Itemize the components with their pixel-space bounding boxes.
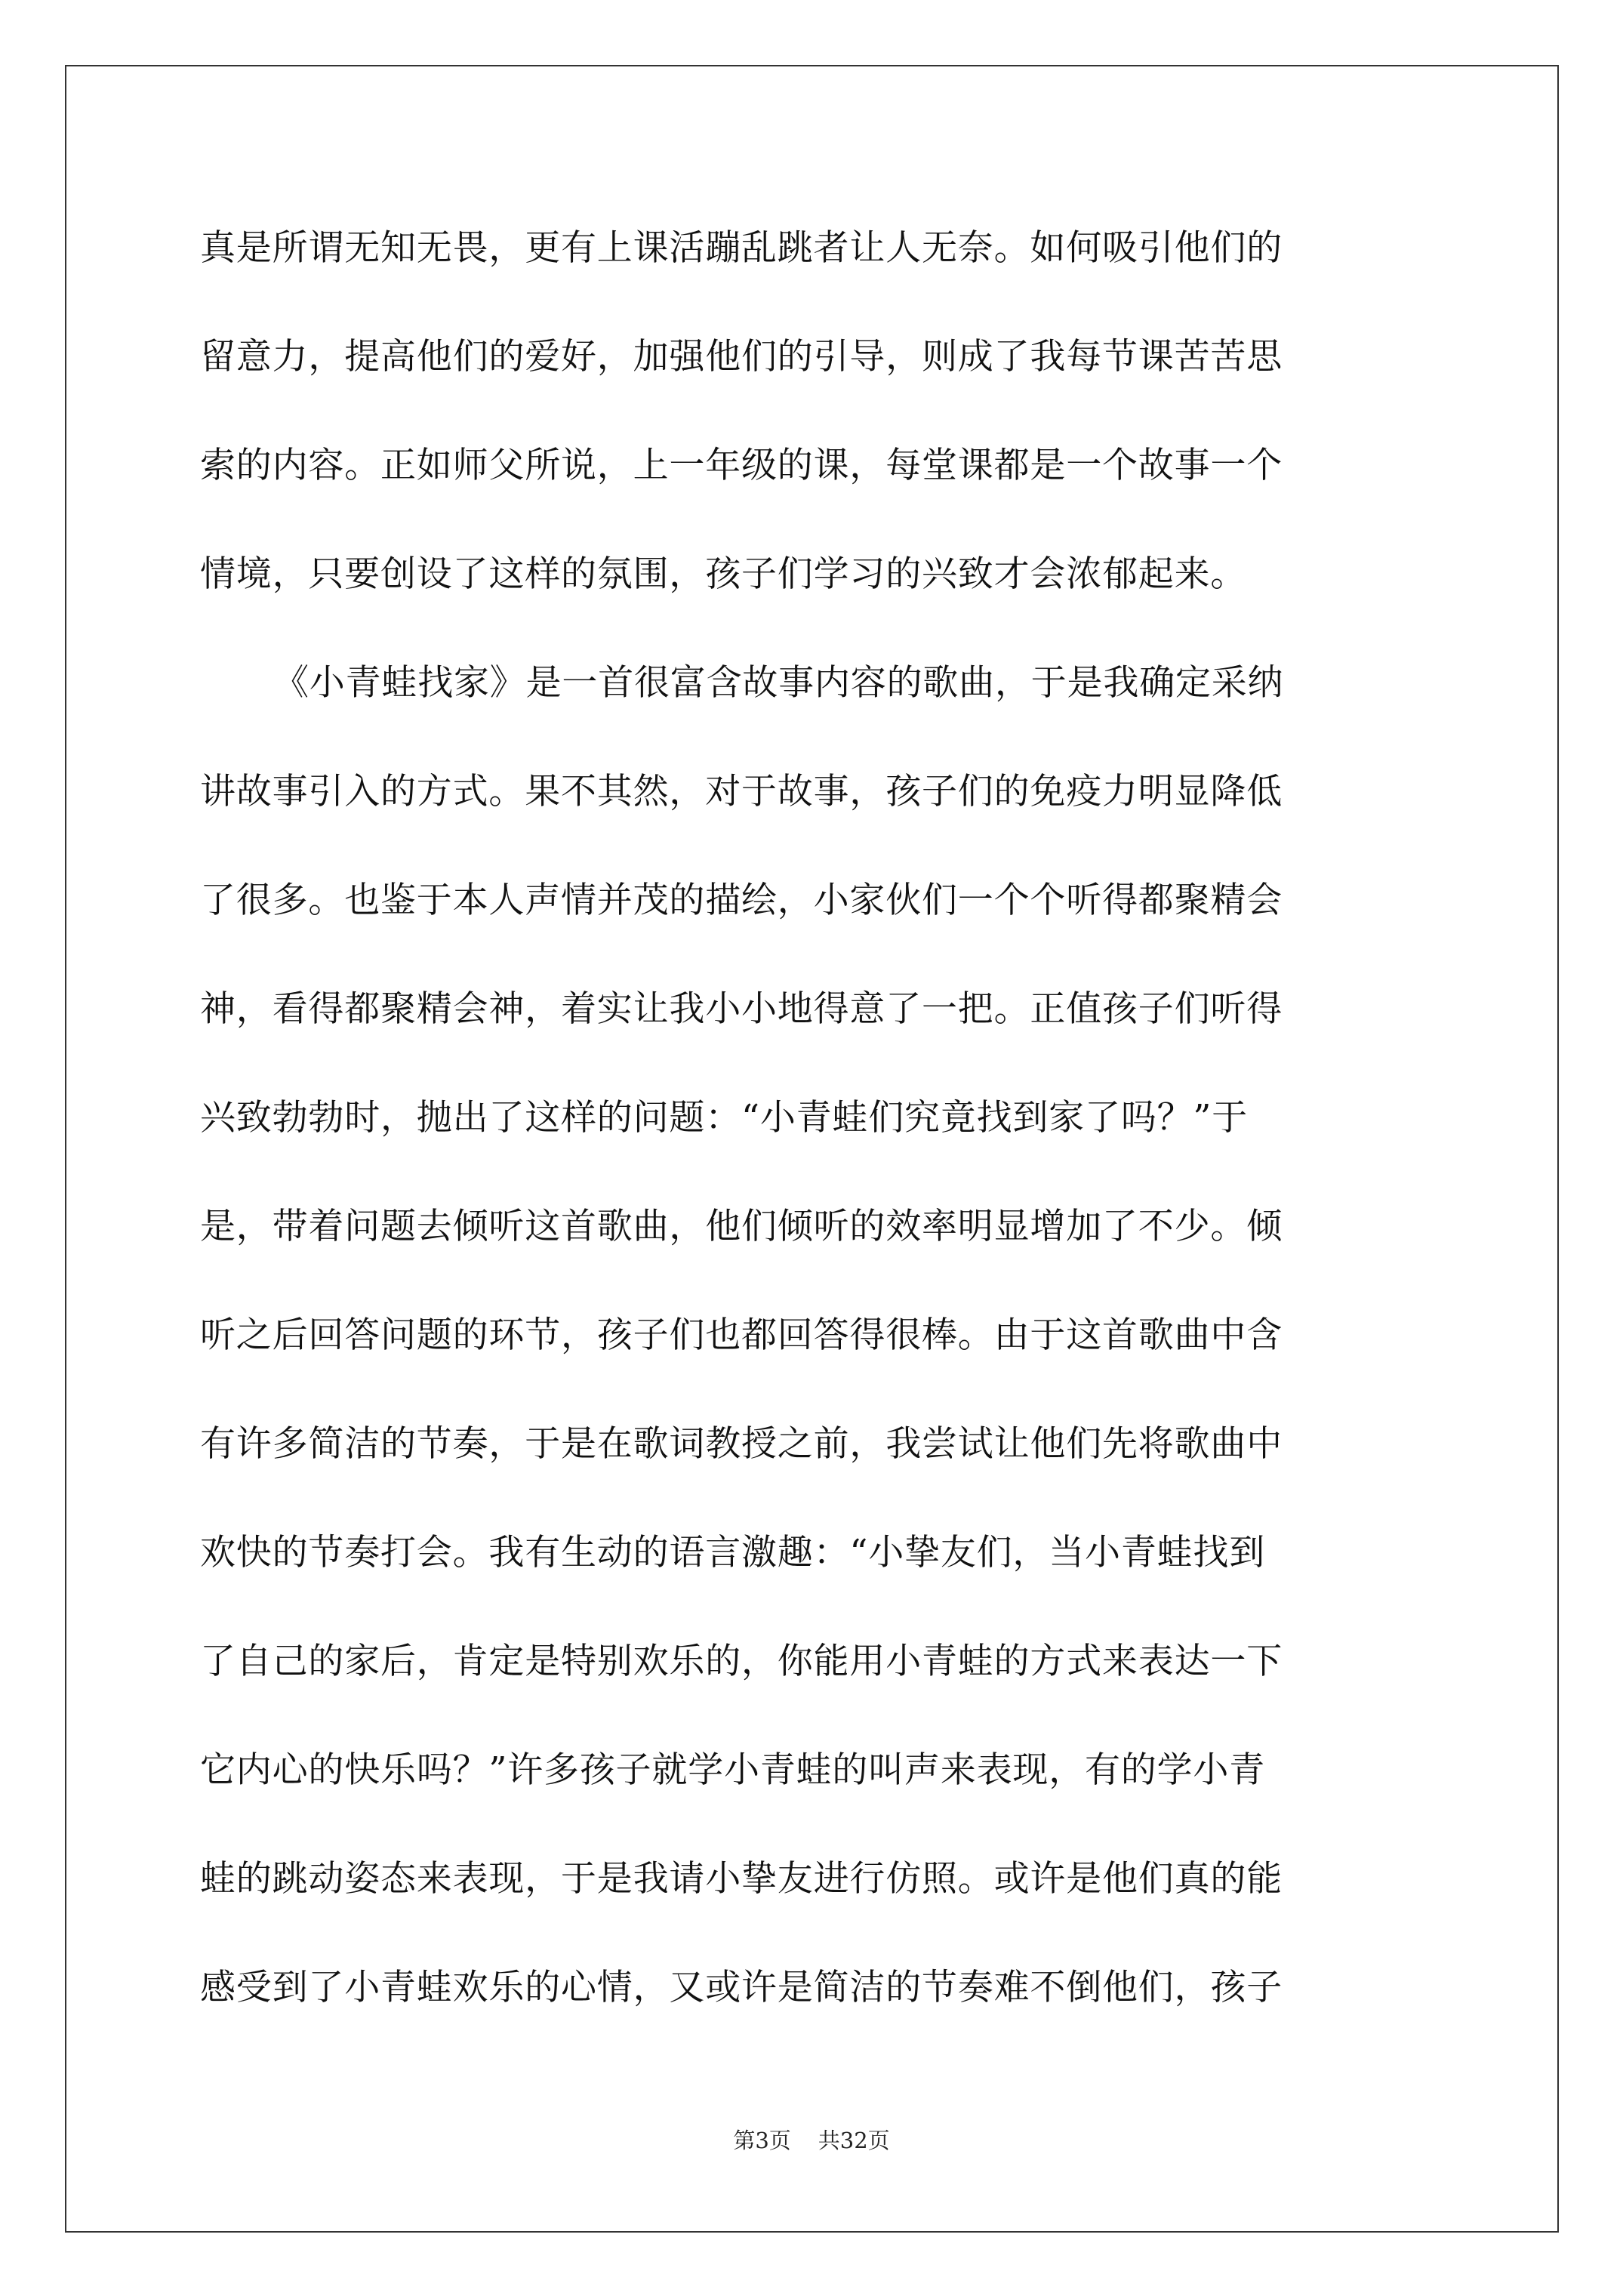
text-line: 兴致勃勃时，抛出了这样的问题：“小青蛙们究竟找到家了吗？”于 xyxy=(200,1097,1249,1139)
text-line: 索的内容。正如师父所说，上一年级的课，每堂课都是一个故事一个 xyxy=(200,445,1283,486)
text-line: 神，看得都聚精会神，着实让我小小地得意了一把。正值孩子们听得 xyxy=(200,988,1283,1030)
text-line: 了很多。也鉴于本人声情并茂的描绘，小家伙们一个个听得都聚精会 xyxy=(200,880,1283,921)
text-line: 是，带着问题去倾听这首歌曲，他们倾听的效率明显增加了不少。倾 xyxy=(200,1206,1283,1247)
page-number-current: 第3页 xyxy=(733,2128,791,2153)
text-line: 讲故事引入的方式。果不其然，对于故事，孩子们的免疫力明显降低 xyxy=(200,771,1283,812)
text-line: 它内心的快乐吗？”许多孩子就学小青蛙的叫声来表现，有的学小青 xyxy=(200,1749,1266,1791)
text-line: 欢快的节奏打会。我有生动的语言激趣：“小挚友们，当小青蛙找到 xyxy=(200,1532,1266,1573)
page-footer xyxy=(0,2127,1623,2154)
page-number-total: 共32页 xyxy=(818,2128,890,2153)
text-line: 情境，只要创设了这样的氛围，孩子们学习的兴致才会浓郁起来。 xyxy=(200,553,1247,595)
text-line: 蛙的跳动姿态来表现，于是我请小挚友进行仿照。或许是他们真的能 xyxy=(200,1858,1283,1900)
text-line: 留意力，提高他们的爱好，加强他们的引导，则成了我每节课苦苦思 xyxy=(200,336,1283,378)
text-line: 听之后回答问题的环节，孩子们也都回答得很棒。由于这首歌曲中含 xyxy=(200,1314,1283,1356)
text-line: 真是所谓无知无畏，更有上课活蹦乱跳者让人无奈。如何吸引他们的 xyxy=(200,227,1283,269)
text-line: 感受到了小青蛙欢乐的心情，又或许是简洁的节奏难不倒他们，孩子 xyxy=(200,1967,1283,2008)
text-line: 有许多简洁的节奏，于是在歌词教授之前，我尝试让他们先将歌曲中 xyxy=(200,1423,1283,1465)
text-line: 了自己的家后，肯定是特别欢乐的，你能用小青蛙的方式来表达一下 xyxy=(200,1641,1283,1682)
paragraph-start-line: 《小青蛙找家》是一首很富含故事内容的歌曲，于是我确定采纳 xyxy=(273,662,1284,704)
page-border xyxy=(65,65,1559,2233)
